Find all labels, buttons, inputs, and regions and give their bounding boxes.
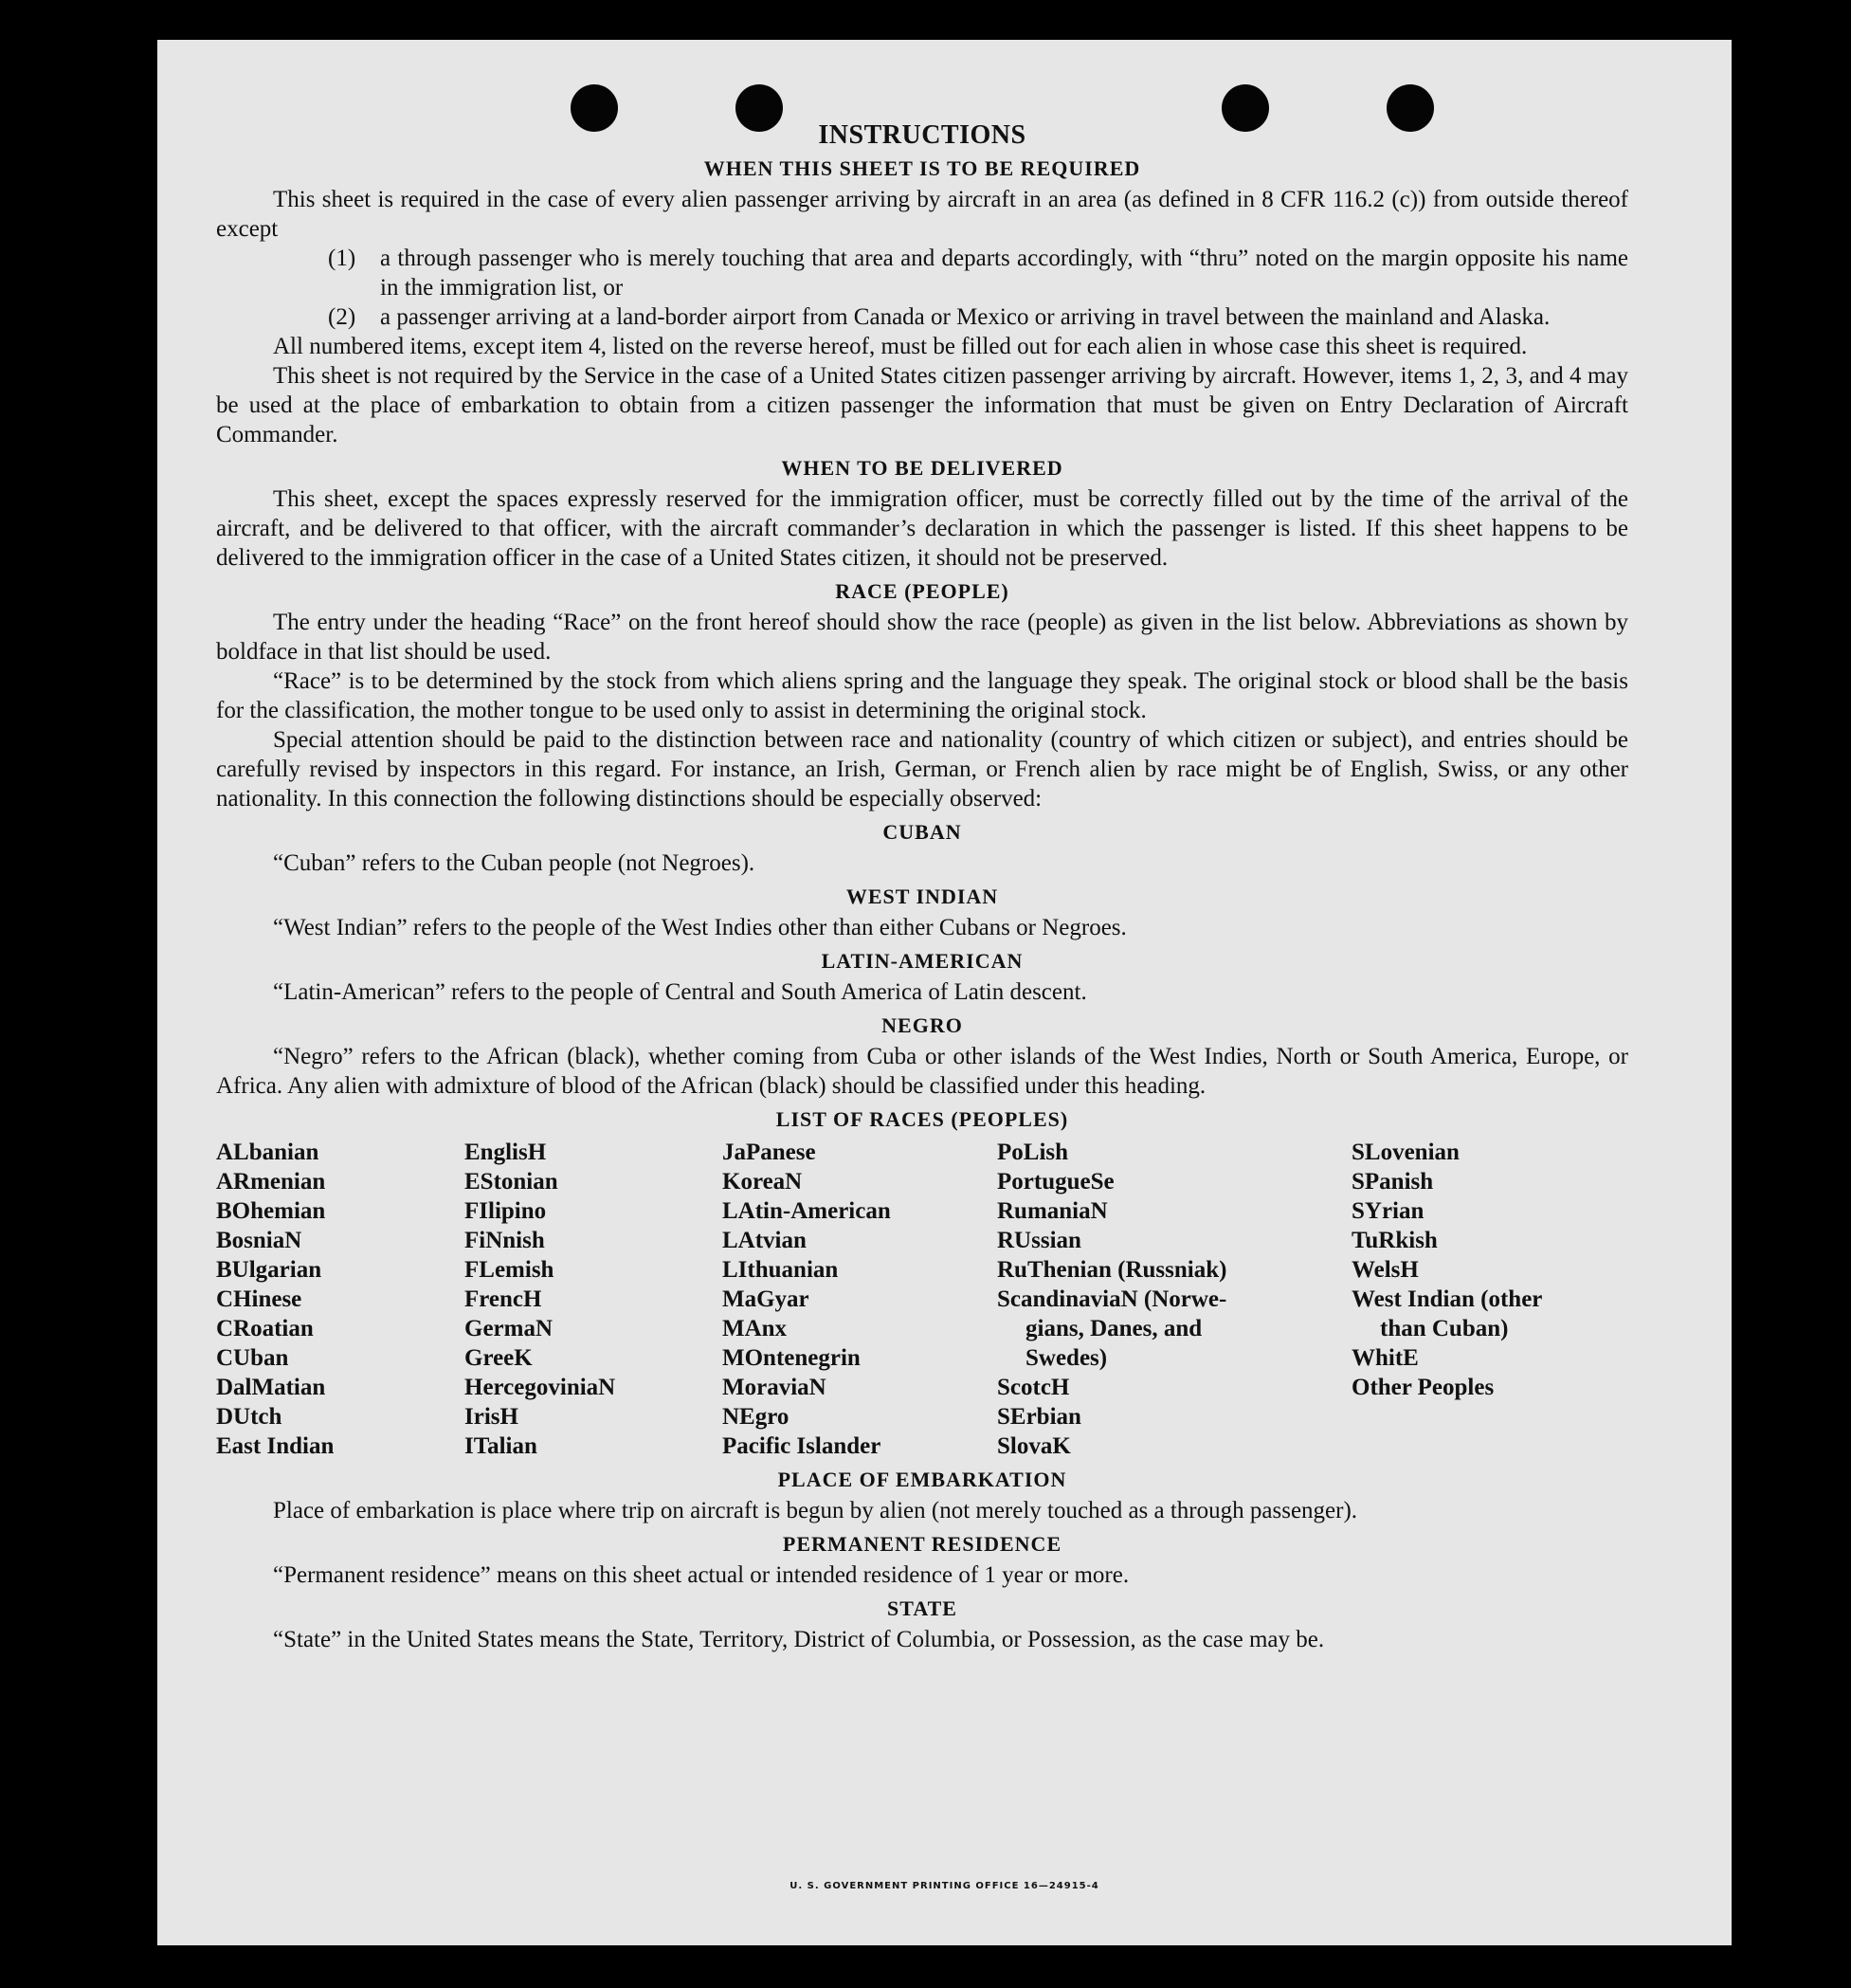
race-entry: CRoatian — [216, 1316, 314, 1341]
page-title: INSTRUCTIONS — [818, 120, 1026, 150]
heading-list-of-races: LIST OF RACES (PEOPLES) — [775, 1107, 1069, 1131]
race-entry: Other Peoples — [1352, 1375, 1495, 1400]
race-entry: ScotcH — [997, 1375, 1070, 1400]
race-entry: FiNnish — [464, 1228, 545, 1253]
race-entry: KoreaN — [722, 1169, 803, 1195]
race-entry: RUssian — [997, 1228, 1081, 1253]
race-entry: WhitE — [1352, 1345, 1419, 1371]
race-entry: FIlipino — [464, 1198, 547, 1224]
race-entry: BosniaN — [216, 1228, 302, 1253]
race-entry: West Indian (other — [1352, 1286, 1543, 1312]
paragraph: The entry under the heading “Race” on the front hereof should show the race (people) as given in the list below. Abbreviations as shown by boldface in that list should be used. — [216, 610, 1628, 665]
paragraph: “State” in the United States means the State, Territory, District of Columbia, or Possession, as the case may be. — [273, 1627, 1325, 1652]
paragraph: “Latin-American” refers to the people of Central and South America of Latin descent. — [273, 979, 1087, 1005]
paragraph: This sheet, except the spaces expressly reserved for the immigration officer, must be correctly filled out by the time of the arrival of the aircraft, and be delivered to that officer, with the aircraft commander’s declaration in which the passenger is listed. If this sheet happens to be delivered to the immigration officer in the case of a United States citizen, it should not be preserved. — [216, 486, 1628, 571]
list-item — [216, 244, 1628, 302]
printer-imprint: U. S. GOVERNMENT PRINTING OFFICE 16—24915-4 — [789, 1881, 1099, 1891]
race-entry: DUtch — [216, 1404, 282, 1430]
race-entry: MOntenegrin — [722, 1345, 861, 1371]
paragraph: “Race” is to be determined by the stock from which aliens spring and the language they speak. The original stock or blood shall be the basis for the classification, the mother tongue to be used only to assist in determining the original stock. — [216, 668, 1628, 723]
race-entry: SPanish — [1352, 1169, 1434, 1195]
race-entry: DalMatian — [216, 1375, 326, 1400]
race-entry: FrencH — [464, 1286, 542, 1312]
races-column-2 — [464, 1138, 722, 1461]
paragraph: “Negro” refers to the African (black), whether coming from Cuba or other islands of the West Indies, North or South America, Europe, or Africa. Any alien with admixture of blood of the African (black) should be classified under this heading. — [216, 1044, 1628, 1099]
races-column-4 — [997, 1138, 1352, 1461]
race-entry: LAtin-American — [722, 1198, 891, 1224]
races-column-5 — [1352, 1138, 1617, 1461]
races-column-1 — [216, 1138, 464, 1461]
race-entry: BOhemian — [216, 1198, 326, 1224]
race-entry: SLovenian — [1352, 1140, 1460, 1165]
race-entry: HercegoviniaN — [464, 1375, 616, 1400]
heading-latin-american: LATIN-AMERICAN — [821, 949, 1024, 973]
race-entry: East Indian — [216, 1433, 335, 1459]
race-entry: EStonian — [464, 1169, 558, 1195]
heading-race: RACE (PEOPLE) — [835, 579, 1009, 603]
race-entry: than Cuban) — [1380, 1316, 1509, 1341]
race-entry: MoraviaN — [722, 1375, 826, 1400]
race-entry: IrisH — [464, 1404, 518, 1430]
document-page — [157, 40, 1732, 1945]
race-entry: LAtvian — [722, 1228, 807, 1253]
heading-when-required: WHEN THIS SHEET IS TO BE REQUIRED — [703, 156, 1141, 180]
race-entry: CHinese — [216, 1286, 302, 1312]
race-entry: Swedes) — [1025, 1345, 1108, 1371]
paragraph: “Permanent residence” means on this sheet actual or intended residence of 1 year or more. — [273, 1562, 1130, 1588]
paragraph: “West Indian” refers to the people of the West Indies other than either Cubans or Negroes. — [273, 915, 1127, 940]
race-entry: PoLish — [997, 1140, 1069, 1165]
item-number: (1) — [328, 246, 356, 271]
race-entry: TuRkish — [1352, 1228, 1438, 1253]
paragraph: This sheet is not required by the Service in the case of a United States citizen passenger arriving by aircraft. However, items 1, 2, 3, and 4 may be used at the place of embarkation to obtain from a citizen passenger the information that must be given on Entry Declaration of Aircraft Commander. — [216, 363, 1628, 447]
item-text: a passenger arriving at a land-border airport from Canada or Mexico or arriving in travel between the mainland and Alaska. — [380, 304, 1551, 330]
heading-negro: NEGRO — [881, 1013, 963, 1037]
race-entry: EnglisH — [464, 1140, 547, 1165]
race-entry: MaGyar — [722, 1286, 809, 1312]
paragraph: This sheet is required in the case of every alien passenger arriving by aircraft in an area (as defined in 8 CFR 116.2 (c)) from outside thereof except — [216, 187, 1628, 242]
race-entry: ITalian — [464, 1433, 537, 1459]
race-entry: MAnx — [722, 1316, 788, 1341]
paragraph: Special attention should be paid to the distinction between race and nationality (country of which citizen or subject), and entries should be carefully revised by inspectors in this regard. For instance, an Irish, German, or French alien by race might be of English, Swiss, or any other nationality. In this connection the following distinctions should be especially observed: — [216, 727, 1628, 812]
heading-embarkation: PLACE OF EMBARKATION — [777, 1468, 1067, 1491]
paragraph: Place of embarkation is place where trip on aircraft is begun by alien (not merely touched as a through passenger). — [273, 1498, 1358, 1523]
race-entry: gians, Danes, and — [1025, 1316, 1203, 1341]
list-item — [216, 302, 1628, 332]
paragraph: “Cuban” refers to the Cuban people (not Negroes). — [273, 850, 755, 876]
paragraph: All numbered items, except item 4, listed on the reverse hereof, must be filled out for each alien in whose case this sheet is required. — [273, 334, 1528, 359]
race-entry: GermaN — [464, 1316, 553, 1341]
race-entry: SErbian — [997, 1404, 1081, 1430]
race-entry: ALbanian — [216, 1140, 319, 1165]
race-entry: NEgro — [722, 1404, 789, 1430]
instructions-body — [216, 120, 1628, 1654]
race-entry: SlovaK — [997, 1433, 1071, 1459]
race-entry: Pacific Islander — [722, 1433, 881, 1459]
race-entry: ScandinaviaN (Norwe- — [997, 1286, 1227, 1312]
race-entry: FLemish — [464, 1257, 554, 1283]
race-entry: GreeK — [464, 1345, 533, 1371]
heading-state: STATE — [887, 1596, 957, 1620]
race-entry: RuThenian (Russniak) — [997, 1257, 1227, 1283]
race-entry: ARmenian — [216, 1169, 326, 1195]
heading-cuban: CUBAN — [882, 820, 962, 844]
item-text: a through passenger who is merely touching that area and departs accordingly, with “thru” noted on the margin opposite his name in the immigration list, or — [380, 246, 1628, 301]
race-entry: LIthuanian — [722, 1257, 839, 1283]
race-entry: BUlgarian — [216, 1257, 322, 1283]
item-number: (2) — [328, 304, 356, 330]
heading-west-indian: WEST INDIAN — [845, 885, 999, 908]
race-entry: JaPanese — [722, 1140, 816, 1165]
race-entry: CUban — [216, 1345, 289, 1371]
heading-permanent-residence: PERMANENT RESIDENCE — [782, 1532, 1062, 1556]
races-column-3 — [722, 1138, 997, 1461]
race-entry: RumaniaN — [997, 1198, 1108, 1224]
race-entry: SYrian — [1352, 1198, 1425, 1224]
heading-when-delivered: WHEN TO BE DELIVERED — [781, 456, 1063, 480]
race-entry: PortugueSe — [997, 1169, 1115, 1195]
races-table — [216, 1138, 1628, 1461]
race-entry: WelsH — [1352, 1257, 1419, 1283]
